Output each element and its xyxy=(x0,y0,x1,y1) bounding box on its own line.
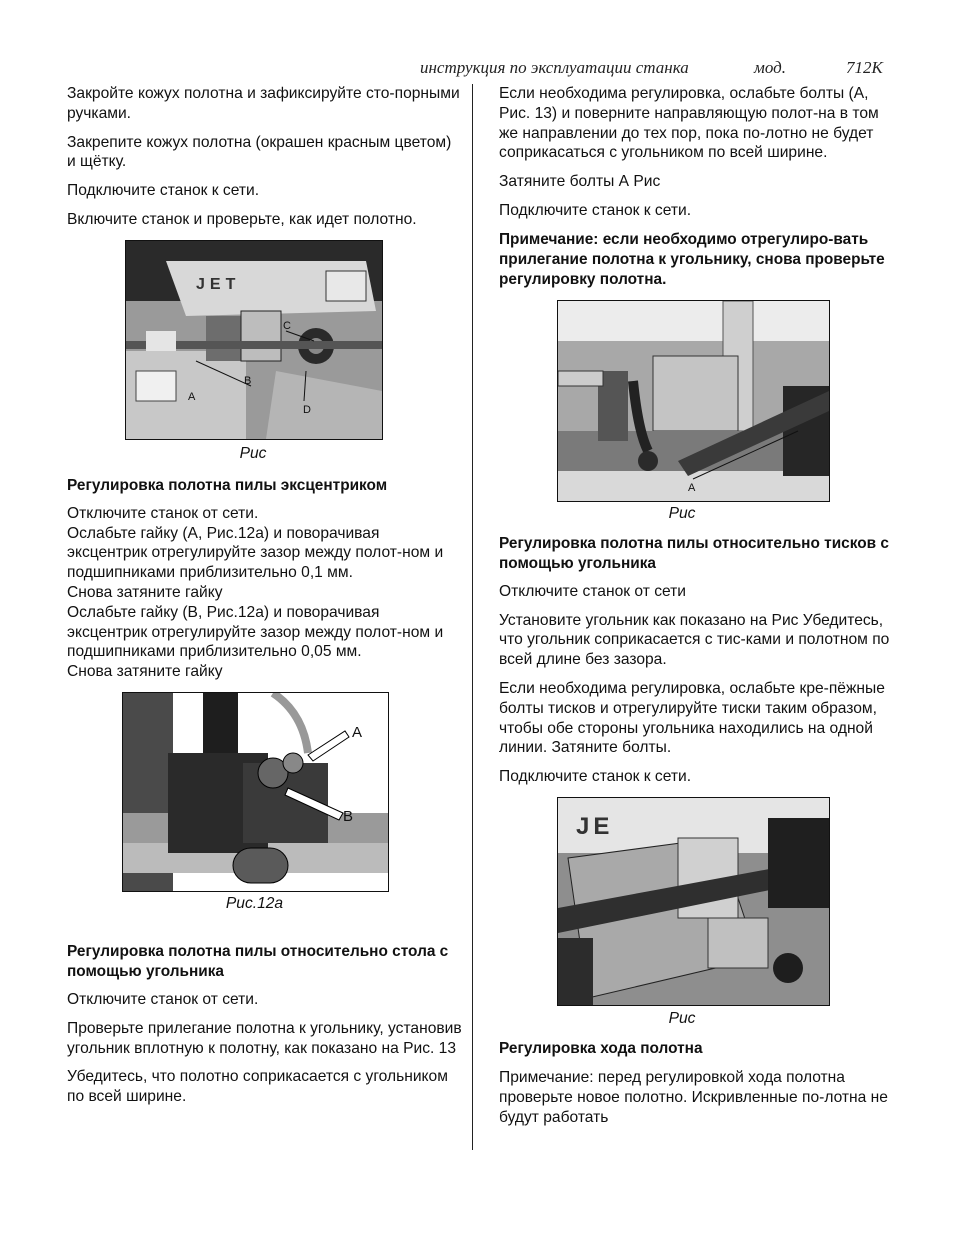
paragraph: Ослабьте гайку (В, Рис.12а) и поворачивая эксцентрик отрегулируйте зазор между полот-ном и подшипниками приблизительно 0,05 мм. xyxy=(67,603,444,661)
header-model: 712К xyxy=(846,58,883,77)
fig1-label-d: D xyxy=(303,403,311,416)
fig1-label-b: B xyxy=(244,374,252,387)
paragraph: Ослабьте гайку (А, Рис.12а) и поворачивая эксцентрик отрегулируйте зазор между полот-ном и подшипниками приблизительно 0,1 мм. xyxy=(67,524,444,582)
fig4-brand-label: JE xyxy=(576,812,614,840)
section-heading: Регулировка полотна пилы относительно стола с помощью угольника xyxy=(67,942,449,980)
header-model-label: мод. xyxy=(754,58,786,77)
right-column xyxy=(499,84,894,1127)
paragraph: Если необходима регулировка, ослабьте кре-пёжные болты тисков и отрегулируйте тиски таким образом, чтобы обе стороны угольника находились на одной линии. Затяните болты. xyxy=(499,679,885,757)
paragraph: Подключите станок к сети. xyxy=(499,768,692,786)
paragraph: Закрепите кожух полотна (окрашен красным цветом) и щётку. xyxy=(67,133,452,171)
paragraph: Затяните болты А Рис xyxy=(499,173,661,191)
paragraph: Подключите станок к сети. xyxy=(67,182,260,200)
paragraph: Снова затяните гайку xyxy=(67,583,223,601)
figure-caption: Рис xyxy=(239,444,267,462)
figure-guide-photo xyxy=(557,300,830,502)
paragraph: Включите станок и проверьте, как идет полотно. xyxy=(67,210,417,228)
paragraph: Закройте кожух полотна и зафиксируйте сто-порными ручками. xyxy=(67,85,460,122)
left-column xyxy=(67,84,462,1107)
paragraph: Убедитесь, что полотно соприкасается с угольником по всей ширине. xyxy=(67,1068,448,1106)
section-heading: Регулировка полотна пилы эксцентриком xyxy=(67,476,388,494)
fig2-label-b: B xyxy=(343,807,354,825)
paragraph: Если необходима регулировка, ослабьте болты (А, Рис. 13) и поверните направляющую полот-на в том же направлении до тех пор, пока по-лотно не будет соприкасаться с угольником по всей ширине. xyxy=(499,85,879,162)
header-title: инструкция по эксплуатации станка xyxy=(420,58,689,77)
figure-caption: Рис.12а xyxy=(225,894,284,912)
note-heading: Примечание: если необходимо отрегулиро-вать прилегание полотна к угольнику, снова проверьте регулировку полотна. xyxy=(499,230,885,288)
paragraph: Установите угольник как показано на Рис Убедитесь, что угольник соприкасается с тис-ками и полотном по всей длине без зазора. xyxy=(499,611,890,669)
paragraph: Снова затяните гайку xyxy=(67,663,223,681)
column-divider xyxy=(472,84,473,1150)
paragraph: Примечание: перед регулировкой хода полотна проверьте новое полотно. Искривленные по-лотна не будут работать xyxy=(499,1068,888,1126)
figure-eccentric-photo xyxy=(122,692,389,892)
fig1-brand-label: JET xyxy=(196,275,241,293)
figure-caption: Рис xyxy=(668,504,696,522)
fig1-label-c: C xyxy=(283,319,291,332)
paragraph: Отключите станок от сети. xyxy=(67,990,259,1008)
figure-caption: Рис xyxy=(668,1009,696,1027)
section-heading: Регулировка полотна пилы относительно тисков с помощью угольника xyxy=(499,534,889,572)
paragraph: Подключите станок к сети. xyxy=(499,201,692,219)
paragraph: Отключите станок от сети xyxy=(499,582,687,600)
fig3-label-a: A xyxy=(688,481,696,494)
figure-vise-photo xyxy=(557,797,830,1006)
section-heading: Регулировка хода полотна xyxy=(499,1039,703,1057)
figure-machine-photo xyxy=(125,240,383,440)
paragraph: Отключите станок от сети. xyxy=(67,504,259,522)
paragraph: Проверьте прилегание полотна к угольнику, установив угольник вплотную к полотну, как показано на Рис. 13 xyxy=(67,1019,462,1057)
fig2-label-a: A xyxy=(352,723,363,741)
fig1-label-a: A xyxy=(188,390,196,403)
